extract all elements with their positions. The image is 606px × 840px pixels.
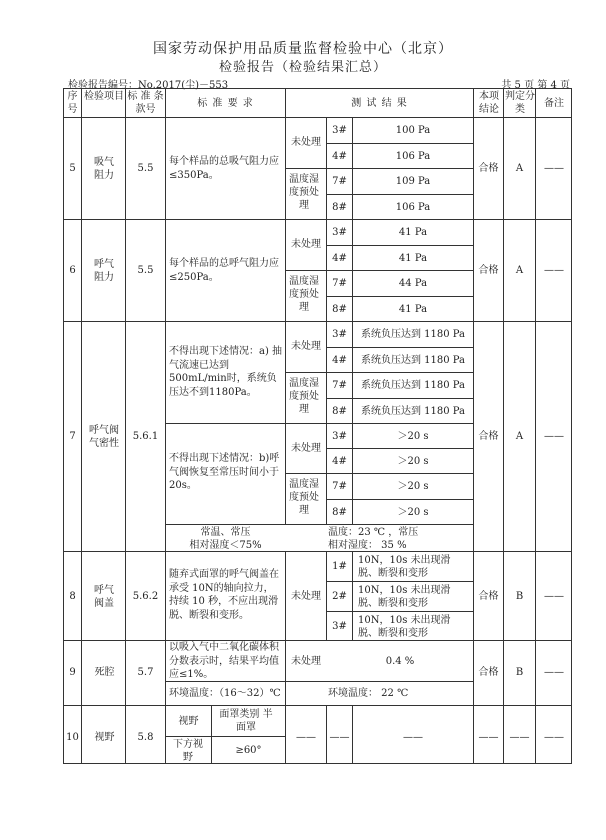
row6-conclusion: 合格 xyxy=(478,265,499,276)
row7-env-res-1: 温度：23 ℃ ，常压 xyxy=(328,527,419,538)
row10-sub-value: ≥60° xyxy=(235,745,262,756)
row7a-s3-id: 7# xyxy=(332,380,347,391)
row6-clause: 5.5 xyxy=(137,265,154,276)
row10-sub-header-right: 面罩类别 半面罩 xyxy=(219,709,273,733)
row10-remark: —— xyxy=(544,732,564,743)
row7-seq: 7 xyxy=(69,431,76,442)
row9-category: B xyxy=(515,667,524,678)
row7b-s3-id: 7# xyxy=(332,481,347,492)
row10-category: —— xyxy=(509,732,530,743)
row9-remark: —— xyxy=(544,667,564,678)
row5-item: 吸气阻力 xyxy=(94,157,114,181)
row8-requirement: 随弃式面罩的呼气阀盖在承受 10N的轴向拉力，持续 10 秒，不应出现滑脱、断裂和变形。 xyxy=(169,569,279,621)
row5-seq: 5 xyxy=(69,163,76,174)
row5-remark: —— xyxy=(544,163,564,174)
row9-item: 死腔 xyxy=(94,667,115,678)
row7-env-req-2: 相对湿度＜75% xyxy=(189,540,262,551)
row7b-s1-value: ＞20 s xyxy=(397,431,429,442)
row6-seq: 6 xyxy=(69,265,76,276)
row8-s1-id: 1# xyxy=(332,561,347,572)
row7b-pretreated: 温度湿度预处理 xyxy=(289,479,319,516)
row5-s1-id: 3# xyxy=(332,125,347,136)
row7-category: A xyxy=(515,431,524,442)
row5-s2-id: 4# xyxy=(332,151,347,162)
row10-clause: 5.8 xyxy=(137,732,154,743)
row7-requirement-a: 不得出现下述情况：a) 抽气流速已达到500mL/min时，系统负压达不到1180Pa。 xyxy=(169,346,283,398)
row7-env-res-2: 相对湿度： 35 % xyxy=(328,540,407,551)
row9-untreated: 未处理 xyxy=(291,656,321,667)
row6-category: A xyxy=(515,265,524,276)
row10-result: —— xyxy=(403,732,423,743)
row7b-s2-id: 4# xyxy=(332,456,347,467)
row6-s3-value: 44 Pa xyxy=(398,278,428,289)
row9-seq: 9 xyxy=(69,667,76,678)
row7b-s1-id: 3# xyxy=(332,431,347,442)
row5-s3-id: 7# xyxy=(332,176,347,187)
row6-s2-value: 41 Pa xyxy=(398,253,428,264)
row9-conclusion: 合格 xyxy=(478,667,499,678)
row5-clause: 5.5 xyxy=(137,163,154,174)
col-requirement-header: 标 准 要 求 xyxy=(197,98,254,109)
report-title: 国家劳动保护用品质量监督检验中心（北京） xyxy=(153,41,453,57)
row6-s3-id: 7# xyxy=(332,278,347,289)
col-remark-header: 备注 xyxy=(544,98,564,109)
row7a-s3-value: 系统负压达到 1180 Pa xyxy=(360,380,466,391)
row5-s4-value: 106 Pa xyxy=(395,202,431,213)
row5-requirement: 每个样品的总吸气阻力应≤350Pa。 xyxy=(169,156,279,181)
col-item-header: 检验项目 xyxy=(84,91,124,102)
row7b-s2-value: ＞20 s xyxy=(397,456,429,467)
col-seq-header: 序号 xyxy=(67,91,78,115)
row5-untreated: 未处理 xyxy=(291,137,321,148)
row7b-untreated: 未处理 xyxy=(291,443,321,454)
row5-s2-value: 106 Pa xyxy=(395,151,431,162)
row10-conclusion: —— xyxy=(478,732,499,743)
row7-clause: 5.6.1 xyxy=(132,431,159,442)
report-subtitle: 检验报告（检验结果汇总） xyxy=(218,60,387,75)
row5-category: A xyxy=(515,163,524,174)
row9-requirement: 以吸入气中二氧化碳体积分数表示时，结果平均值应≤1%。 xyxy=(169,642,279,680)
row9-value: 0.4 % xyxy=(385,656,415,667)
row8-clause: 5.6.2 xyxy=(132,591,159,602)
row5-conclusion: 合格 xyxy=(478,163,499,174)
row8-category: B xyxy=(515,591,524,602)
col-results-header: 测 试 结 果 xyxy=(351,98,408,109)
col-category-header: 判定分类 xyxy=(505,91,535,115)
row6-untreated: 未处理 xyxy=(291,239,321,250)
row5-s1-value: 100 Pa xyxy=(395,125,431,136)
row6-remark: —— xyxy=(544,265,564,276)
row7-item: 呼气阀气密性 xyxy=(89,425,119,449)
row9-clause: 5.7 xyxy=(137,667,154,678)
row10-sub-label: 下方视野 xyxy=(173,739,203,763)
row8-s1-value: 10N，10s 未出现滑脱、断裂和变形 xyxy=(358,555,451,579)
row10-item: 视野 xyxy=(94,732,115,743)
row9-env-req: 环境温度：（16～32）℃ xyxy=(169,688,281,699)
report-number: 检验报告编号：No.2017(尘)－553 xyxy=(68,80,229,91)
row5-s4-id: 8# xyxy=(332,202,347,213)
row8-item: 呼气阀盖 xyxy=(94,585,114,609)
row7b-s4-id: 8# xyxy=(332,507,347,518)
row6-s4-value: 41 Pa xyxy=(398,304,428,315)
row5-s3-value: 109 Pa xyxy=(395,176,431,187)
row7a-s4-id: 8# xyxy=(332,406,347,417)
col-clause-header: 标 准 条款号 xyxy=(127,91,164,115)
row10-seq: 10 xyxy=(66,732,79,743)
row9-env-res: 环境温度： 22 ℃ xyxy=(328,688,409,699)
row7a-s2-id: 4# xyxy=(332,355,347,366)
col-conclusion-header: 本项结论 xyxy=(479,91,499,115)
row7-conclusion: 合格 xyxy=(478,431,499,442)
row7a-s4-value: 系统负压达到 1180 Pa xyxy=(360,406,466,417)
row8-seq: 8 xyxy=(69,591,76,602)
row8-s2-id: 2# xyxy=(332,591,347,602)
row8-s2-value: 10N，10s 未出现滑脱、断裂和变形 xyxy=(358,585,451,609)
row6-s2-id: 4# xyxy=(332,253,347,264)
row10-sub-header-left: 视野 xyxy=(178,716,199,727)
page-indicator: 共 5 页 第 4 页 xyxy=(501,80,570,91)
row8-s3-id: 3# xyxy=(332,621,347,632)
row7a-untreated: 未处理 xyxy=(291,341,321,352)
row6-requirement: 每个样品的总呼气阻力应≤250Pa。 xyxy=(169,258,279,283)
row10-id-dash: —— xyxy=(329,732,350,743)
row7a-s1-value: 系统负压达到 1180 Pa xyxy=(360,329,466,340)
row8-s3-value: 10N，10s 未出现滑脱、断裂和变形 xyxy=(358,615,451,639)
row8-remark: —— xyxy=(544,591,564,602)
row8-untreated: 未处理 xyxy=(291,591,321,602)
row6-s4-id: 8# xyxy=(332,304,347,315)
row6-s1-id: 3# xyxy=(332,227,347,238)
row7a-s2-value: 系统负压达到 1180 Pa xyxy=(360,355,466,366)
row10-untreated: —— xyxy=(296,732,316,743)
row6-item: 呼气阻力 xyxy=(94,259,114,283)
row7a-pretreated: 温度湿度预处理 xyxy=(289,378,319,415)
row7-requirement-b: 不得出现下述情况：b)呼气阀恢复至常压时间小于 20s。 xyxy=(169,453,280,491)
row7b-s3-value: ＞20 s xyxy=(397,481,429,492)
row7a-s1-id: 3# xyxy=(332,329,347,340)
row6-s1-value: 41 Pa xyxy=(398,227,428,238)
row5-pretreated: 温度湿度预处理 xyxy=(289,174,319,211)
row7-env-req-1: 常温、常压 xyxy=(200,527,251,538)
row6-pretreated: 温度湿度预处理 xyxy=(289,276,319,313)
row8-conclusion: 合格 xyxy=(478,591,499,602)
row7b-s4-value: ＞20 s xyxy=(397,507,429,518)
row7-remark: —— xyxy=(544,431,564,442)
